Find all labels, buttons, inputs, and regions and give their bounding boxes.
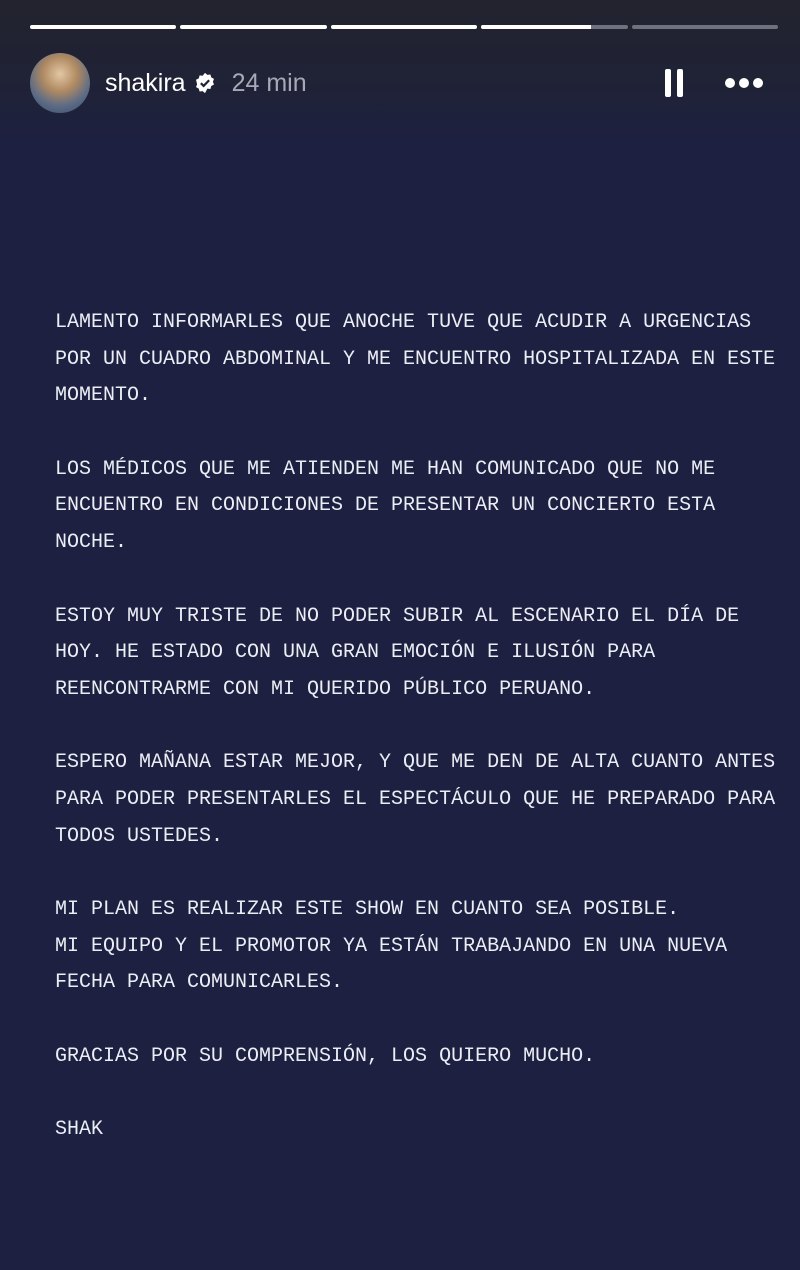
message-paragraph [55,599,795,709]
message-line: FECHA PARA COMUNICARLES. [55,971,344,995]
message-line: NOCHE. [55,531,128,555]
story-message [55,305,795,1186]
story-header [30,53,770,113]
progress-segment [180,25,326,29]
message-line: MOMENTO. [55,384,152,408]
message-line: ENCUENTRO EN CONDICIONES DE PRESENTAR UN CONCIERTO ESTA [55,494,716,518]
message-line: GRACIAS POR SU COMPRENSIÓN, LOS QUIERO MUCHO. [55,1044,596,1068]
message-line: ESTOY MUY TRISTE DE NO PODER SUBIR AL ESCENARIO EL DÍA DE [55,604,740,628]
message-line: POR UN CUADRO ABDOMINAL Y ME ENCUENTRO HOSPITALIZADA EN ESTE [55,347,776,371]
message-paragraph [55,1112,795,1149]
message-paragraph [55,745,795,855]
message-line: MI PLAN ES REALIZAR ESTE SHOW EN CUANTO SEA POSIBLE. [55,898,680,921]
message-paragraph [55,305,795,415]
pause-icon[interactable] [665,69,683,97]
progress-fill [331,25,477,29]
progress-segment [632,25,778,29]
message-paragraph [55,892,795,1002]
message-line: REENCONTRARME CON MI QUERIDO PÚBLICO PERUANO. [55,677,596,701]
message-line: LOS MÉDICOS QUE ME ATIENDEN ME HAN COMUNICADO QUE NO ME [55,457,716,481]
avatar[interactable] [30,53,90,113]
more-options-icon[interactable] [725,78,763,88]
message-line: SHAK [55,1118,104,1142]
progress-fill [180,25,326,29]
message-line: MI EQUIPO Y EL PROMOTOR YA ESTÁN TRABAJANDO EN UNA NUEVA [55,934,728,958]
username[interactable]: shakira [105,68,186,97]
message-line: TODOS USTEDES. [55,824,224,848]
message-line: HOY. HE ESTADO CON UNA GRAN EMOCIÓN E ILUSIÓN PARA [55,641,656,665]
message-line: ESPERO MAÑANA ESTAR MEJOR, Y QUE ME DEN DE ALTA CUANTO ANTES [55,751,776,775]
verified-badge-icon [194,72,216,94]
message-line: PARA PODER PRESENTARLES EL ESPECTÁCULO QUE HE PREPARADO PARA [55,787,776,811]
progress-segment [481,25,627,29]
message-line: LAMENTO INFORMARLES QUE ANOCHE TUVE QUE ACUDIR A URGENCIAS [55,311,752,334]
progress-segment [331,25,477,29]
post-time: 24 min [231,68,307,97]
progress-segment [30,25,176,29]
message-paragraph [55,452,795,562]
story-progress-bars [30,25,778,29]
progress-fill [30,25,176,29]
message-paragraph [55,1039,795,1076]
progress-fill [481,25,591,29]
